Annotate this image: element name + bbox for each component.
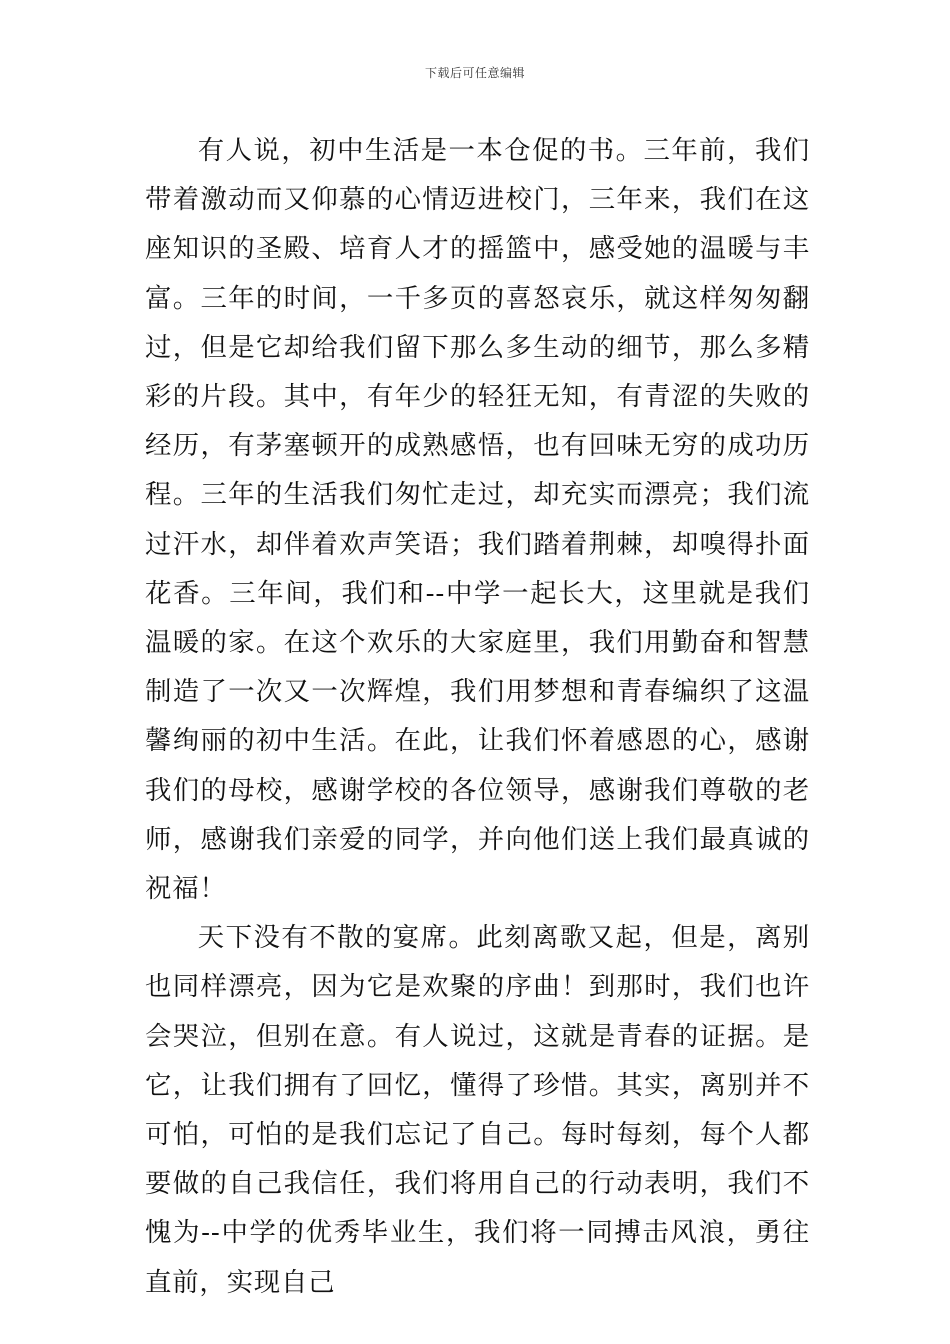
paragraph-2: 天下没有不散的宴席。此刻离歌又起，但是，离别也同样漂亮，因为它是欢聚的序曲！到那时，我们也许会哭泣，但别在意。有人说过，这就是青春的证据。是它，让我们拥有了回忆，懂得了珍惜。其实，离别并不可怕，可怕的是我们忘记了自己。每时每刻，每个人都要做的自己我信任，我们将用自己的行动表明，我们不愧为--中学的优秀毕业生，我们将一同搏击风浪，勇往直前，实现自己 (145, 922, 810, 1298)
document-body (145, 126, 810, 1307)
paragraph-1: 有人说，初中生活是一本仓促的书。三年前，我们带着激动而又仰慕的心情迈进校门，三年来，我们在这座知识的圣殿、培育人才的摇篮中，感受她的温暖与丰富。三年的时间，一千多页的喜怒哀乐，就这样匆匆翻过，但是它却给我们留下那么多生动的细节，那么多精彩的片段。其中，有年少的轻狂无知，有青涩的失败的经历，有茅塞顿开的成熟感悟，也有回味无穷的成功历程。三年的生活我们匆忙走过，却充实而漂亮；我们流过汗水，却伴着欢声笑语；我们踏着荆棘，却嗅得扑面花香。三年间，我们和--中学一起长大，这里就是我们温暖的家。在这个欢乐的大家庭里，我们用勤奋和智慧制造了一次又一次辉煌，我们用梦想和青春编织了这温馨绚丽的初中生活。在此，让我们怀着感恩的心，感谢我们的母校，感谢学校的各位领导，感谢我们尊敬的老师，感谢我们亲爱的同学，并向他们送上我们最真诚的祝福！ (145, 135, 810, 905)
page-header: 下载后可任意编辑 (424, 66, 525, 80)
